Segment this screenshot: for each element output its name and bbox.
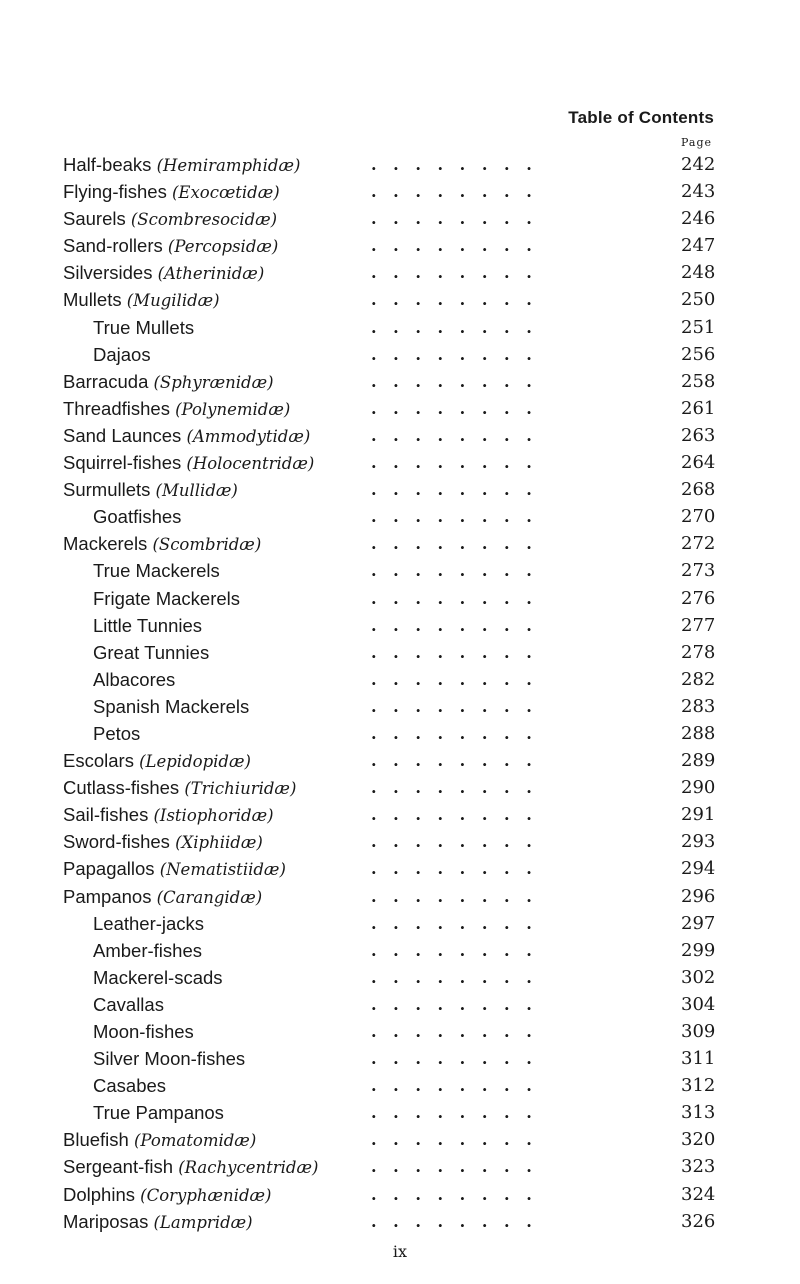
dot-leader: ........ — [371, 263, 549, 283]
toc-entry — [63, 1072, 743, 1099]
toc-entry-page-number: 282 — [681, 668, 716, 690]
toc-entry-title — [93, 964, 223, 991]
toc-entry — [63, 720, 743, 747]
toc-entry — [63, 1099, 743, 1126]
toc-entry — [63, 910, 743, 937]
toc-entry-page-number: 270 — [681, 506, 716, 528]
toc-entry — [63, 422, 743, 449]
toc-entry-title — [63, 1153, 318, 1181]
toc-entry-page-number: 272 — [681, 533, 716, 555]
toc-entry-page-number: 273 — [681, 560, 716, 582]
dot-leader: ........ — [371, 398, 549, 418]
toc-entry-title — [63, 395, 290, 423]
toc-entry-family-name: (Xiphiidæ) — [175, 833, 263, 853]
toc-entry-page-number: 276 — [681, 587, 716, 609]
dot-leader: ........ — [371, 371, 549, 391]
toc-entry-title — [63, 883, 262, 911]
toc-entry — [63, 964, 743, 991]
toc-entry-family-name: (Trichiuridæ) — [184, 779, 297, 799]
toc-entry-common-name: Dolphins — [63, 1183, 141, 1205]
toc-entry-common-name: Mullets — [63, 289, 127, 311]
toc-entry-common-name: Papagallos — [63, 858, 160, 880]
dot-leader: ........ — [371, 507, 549, 527]
toc-entry-page-number: 320 — [681, 1129, 716, 1151]
dot-leader: ........ — [371, 615, 549, 635]
toc-entry-common-name: Moon-fishes — [93, 1021, 194, 1042]
toc-entry-family-name: (Holocentridæ) — [186, 454, 315, 474]
toc-entry-family-name: (Ammodytidæ) — [186, 426, 311, 446]
toc-entry-title — [63, 801, 274, 829]
toc-entry-title — [93, 937, 202, 964]
toc-entry — [63, 395, 743, 422]
toc-entry-page-number: 293 — [681, 831, 716, 853]
toc-entry — [63, 1045, 743, 1072]
dot-leader: ........ — [371, 832, 549, 852]
running-title: Table of Contents — [568, 108, 714, 127]
toc-entry-page-number: 299 — [681, 939, 716, 961]
toc-entry-title — [63, 205, 277, 233]
toc-entry-common-name: Sand-rollers — [63, 235, 168, 257]
toc-entry-family-name: (Rachycentridæ) — [178, 1158, 319, 1178]
toc-entry-common-name: Sword-fishes — [63, 831, 176, 853]
toc-entry-page-number: 291 — [681, 804, 716, 826]
toc-entry-page-number: 278 — [681, 641, 716, 663]
toc-entry-page-number: 312 — [681, 1075, 716, 1097]
toc-entry-common-name: True Pampanos — [93, 1102, 224, 1124]
toc-entry-page-number: 264 — [681, 452, 716, 474]
dot-leader: ........ — [371, 696, 549, 716]
toc-entry-title — [93, 720, 140, 747]
toc-entry-family-name: (Nematistiidæ) — [159, 860, 286, 880]
toc-entry-common-name: Goatfishes — [93, 506, 182, 528]
dot-leader: ........ — [371, 155, 549, 174]
toc-entry-common-name: Mariposas — [63, 1210, 154, 1232]
toc-entry-family-name: (Pomatomidæ) — [133, 1131, 257, 1151]
dot-leader: ........ — [371, 967, 549, 987]
toc-entry-title — [63, 1208, 253, 1236]
toc-entry-family-name: (Sphyrænidæ) — [153, 372, 274, 392]
toc-entry-title — [93, 585, 240, 612]
toc-entry-family-name: (Coryphænidæ) — [140, 1185, 272, 1205]
toc-entry — [63, 1181, 743, 1208]
toc-entry — [63, 530, 743, 557]
toc-entry-common-name: Amber-fishes — [93, 939, 202, 961]
toc-entry-common-name: Threadfishes — [63, 397, 176, 419]
toc-entry-family-name: (Mullidæ) — [155, 481, 238, 501]
toc-entry — [63, 774, 743, 801]
dot-leader: ........ — [371, 453, 549, 473]
toc-entry-title — [93, 341, 151, 368]
toc-entry-family-name: (Scombresocidæ) — [130, 210, 278, 230]
toc-entry-page-number: 263 — [681, 424, 716, 446]
dot-leader: ........ — [371, 1184, 549, 1204]
dot-leader: ........ — [371, 1157, 549, 1177]
toc-entry-page-number: 277 — [681, 614, 716, 636]
toc-entry-common-name: Silver Moon-fishes — [93, 1048, 246, 1070]
toc-entry-common-name: Albacores — [93, 668, 176, 690]
dot-leader: ........ — [371, 669, 549, 689]
toc-entry-title — [63, 855, 286, 883]
toc-entry — [63, 666, 743, 693]
toc-entry-page-number: 250 — [681, 289, 716, 311]
toc-entry — [63, 828, 743, 855]
toc-entry-title — [93, 910, 204, 937]
toc-entry — [63, 557, 743, 584]
toc-entry-page-number: 288 — [681, 722, 716, 744]
dot-leader: ........ — [371, 182, 549, 202]
toc-entry-family-name: (Exocœtidæ) — [171, 183, 280, 203]
toc-entry-common-name: Pampanos — [63, 885, 157, 907]
toc-entry-page-number: 258 — [681, 370, 716, 392]
toc-entry-title — [63, 178, 280, 206]
toc-entry-common-name: Spanish Mackerels — [93, 695, 250, 717]
toc-entry-title — [63, 747, 251, 775]
toc-entry-common-name: Flying-fishes — [63, 181, 172, 203]
toc-entry — [63, 747, 743, 774]
toc-entry-common-name: Saurels — [63, 208, 131, 230]
table-of-contents — [63, 151, 743, 1235]
toc-entry — [63, 1208, 743, 1235]
toc-entry-page-number: 323 — [681, 1156, 716, 1178]
toc-entry — [63, 259, 743, 286]
dot-leader: ........ — [371, 588, 549, 608]
toc-entry-title — [63, 476, 238, 504]
toc-entry-common-name: Barracuda — [63, 370, 154, 392]
dot-leader: ........ — [371, 290, 549, 310]
dot-leader: ........ — [371, 344, 549, 364]
dot-leader: ........ — [371, 1022, 549, 1041]
dot-leader: ........ — [371, 940, 549, 960]
toc-entry-common-name: Bluefish — [63, 1129, 134, 1151]
toc-entry-family-name: (Mugilidæ) — [126, 291, 220, 311]
toc-entry-common-name: Cavallas — [93, 993, 164, 1015]
toc-entry-title — [63, 368, 274, 396]
toc-entry — [63, 341, 743, 368]
toc-entry-common-name: True Mullets — [93, 316, 195, 338]
toc-entry-title — [63, 774, 296, 802]
toc-entry-title — [93, 693, 249, 720]
toc-entry-family-name: (Atherinidæ) — [157, 264, 265, 284]
toc-entry-title — [93, 503, 181, 530]
toc-entry-page-number: 268 — [681, 479, 716, 501]
toc-entry-title — [93, 666, 175, 693]
dot-leader: ........ — [371, 425, 549, 445]
toc-entry — [63, 612, 743, 639]
toc-entry-page-number: 251 — [681, 316, 716, 338]
toc-entry-title — [63, 449, 314, 477]
dot-leader: ........ — [371, 778, 549, 798]
toc-entry-title — [93, 314, 194, 341]
toc-entry — [63, 991, 743, 1018]
toc-entry-common-name: Cutlass-fishes — [63, 777, 185, 799]
toc-entry-page-number: 289 — [681, 750, 716, 772]
toc-entry-family-name: (Carangidæ) — [156, 887, 263, 907]
dot-leader: ........ — [371, 913, 549, 933]
toc-entry-title — [93, 1072, 166, 1099]
toc-entry-title — [93, 991, 164, 1018]
dot-leader: ........ — [371, 642, 549, 662]
toc-entry — [63, 286, 743, 313]
toc-entry-common-name: Escolars — [63, 750, 140, 772]
dot-leader: ........ — [371, 317, 549, 337]
toc-entry-family-name: (Scombridæ) — [152, 535, 262, 555]
dot-leader: ........ — [371, 1211, 549, 1231]
toc-entry-common-name: Half-beaks — [63, 154, 157, 175]
toc-entry — [63, 855, 743, 882]
toc-entry — [63, 883, 743, 910]
toc-entry-page-number: 324 — [681, 1183, 716, 1205]
toc-entry-common-name: Sail-fishes — [63, 804, 154, 826]
dot-leader: ........ — [371, 723, 549, 743]
toc-entry-title — [93, 1099, 224, 1126]
dot-leader: ........ — [371, 236, 549, 256]
toc-entry-common-name: Leather-jacks — [93, 912, 205, 934]
toc-entry-page-number: 294 — [681, 858, 716, 880]
toc-entry-page-number: 248 — [681, 262, 716, 284]
toc-entry — [63, 449, 743, 476]
toc-entry-title — [63, 259, 264, 287]
dot-leader: ........ — [371, 994, 549, 1014]
toc-entry-page-number: 261 — [681, 397, 716, 419]
toc-entry — [63, 1126, 743, 1153]
toc-entry-title — [93, 1045, 245, 1072]
toc-entry-common-name: Little Tunnies — [93, 614, 203, 636]
toc-entry-page-number: 246 — [681, 208, 716, 230]
page-column-label: Page — [681, 136, 713, 149]
toc-entry-common-name: Sand Launces — [63, 424, 187, 446]
toc-entry-page-number: 326 — [681, 1210, 716, 1232]
toc-entry-common-name: Mackerel-scads — [93, 966, 223, 988]
dot-leader: ........ — [371, 209, 549, 229]
toc-entry — [63, 232, 743, 259]
toc-entry-title — [63, 828, 263, 856]
toc-entry — [63, 178, 743, 205]
toc-entry-page-number: 297 — [681, 912, 716, 934]
toc-entry-family-name: (Hemiramphidæ) — [156, 156, 301, 175]
dot-leader: ........ — [371, 561, 549, 581]
dot-leader: ........ — [371, 886, 549, 906]
dot-leader: ........ — [371, 751, 549, 771]
toc-entry-family-name: (Percopsidæ) — [167, 237, 279, 257]
toc-entry — [63, 205, 743, 232]
toc-entry-family-name: (Lampridæ) — [153, 1212, 253, 1232]
toc-entry — [63, 639, 743, 666]
toc-entry-page-number: 283 — [681, 695, 716, 717]
toc-entry-title — [63, 530, 261, 558]
toc-entry-title — [63, 151, 300, 179]
toc-entry — [63, 476, 743, 503]
toc-entry-common-name: Casabes — [93, 1075, 167, 1097]
toc-entry — [63, 1018, 743, 1045]
toc-entry — [63, 937, 743, 964]
toc-entry — [63, 693, 743, 720]
toc-entry-family-name: (Polynemidæ) — [175, 399, 291, 419]
toc-entry-common-name: Surmullets — [63, 479, 156, 501]
dot-leader: ........ — [371, 805, 549, 825]
toc-entry — [63, 151, 743, 178]
toc-entry-family-name: (Istiophoridæ) — [153, 806, 274, 826]
toc-entry — [63, 314, 743, 341]
toc-entry-common-name: True Mackerels — [93, 560, 220, 582]
toc-entry-page-number: 302 — [681, 966, 716, 988]
toc-entry-title — [63, 422, 310, 450]
toc-entry-common-name: Squirrel-fishes — [63, 452, 187, 474]
toc-entry-common-name: Mackerels — [63, 533, 153, 555]
dot-leader: ........ — [371, 1076, 549, 1096]
dot-leader: ........ — [371, 1103, 549, 1123]
page-folio: ix — [392, 1242, 408, 1261]
dot-leader: ........ — [371, 1049, 549, 1069]
toc-entry-title — [63, 286, 220, 314]
toc-entry-common-name: Petos — [93, 722, 141, 744]
toc-entry — [63, 1153, 743, 1180]
toc-entry-page-number: 290 — [681, 777, 716, 799]
toc-entry-page-number: 309 — [681, 1021, 716, 1042]
toc-entry — [63, 801, 743, 828]
toc-entry — [63, 503, 743, 530]
toc-entry-title — [93, 557, 220, 584]
toc-entry-title — [63, 1126, 256, 1154]
dot-leader: ........ — [371, 1130, 549, 1150]
toc-entry-page-number: 242 — [681, 154, 716, 175]
toc-entry-common-name: Sergeant-fish — [63, 1156, 179, 1178]
dot-leader: ........ — [371, 534, 549, 554]
toc-entry-page-number: 311 — [681, 1048, 716, 1070]
toc-entry-page-number: 313 — [681, 1102, 716, 1124]
toc-entry-title — [93, 1018, 194, 1045]
dot-leader: ........ — [371, 859, 549, 879]
toc-entry-title — [63, 1181, 271, 1209]
toc-entry — [63, 368, 743, 395]
toc-entry-page-number: 243 — [681, 181, 716, 203]
toc-entry-title — [93, 639, 209, 666]
toc-entry-page-number: 247 — [681, 235, 716, 257]
toc-entry-page-number: 296 — [681, 885, 716, 907]
toc-entry-common-name: Frigate Mackerels — [93, 587, 241, 609]
toc-entry-common-name: Dajaos — [93, 343, 151, 365]
toc-entry-page-number: 256 — [681, 343, 716, 365]
toc-entry-family-name: (Lepidopidæ) — [139, 752, 251, 772]
toc-entry-title — [93, 612, 202, 639]
dot-leader: ........ — [371, 480, 549, 500]
toc-entry-title — [63, 232, 278, 260]
toc-entry-common-name: Great Tunnies — [93, 641, 210, 663]
toc-entry-common-name: Silversides — [63, 262, 158, 284]
toc-entry — [63, 585, 743, 612]
toc-entry-page-number: 304 — [681, 993, 716, 1015]
